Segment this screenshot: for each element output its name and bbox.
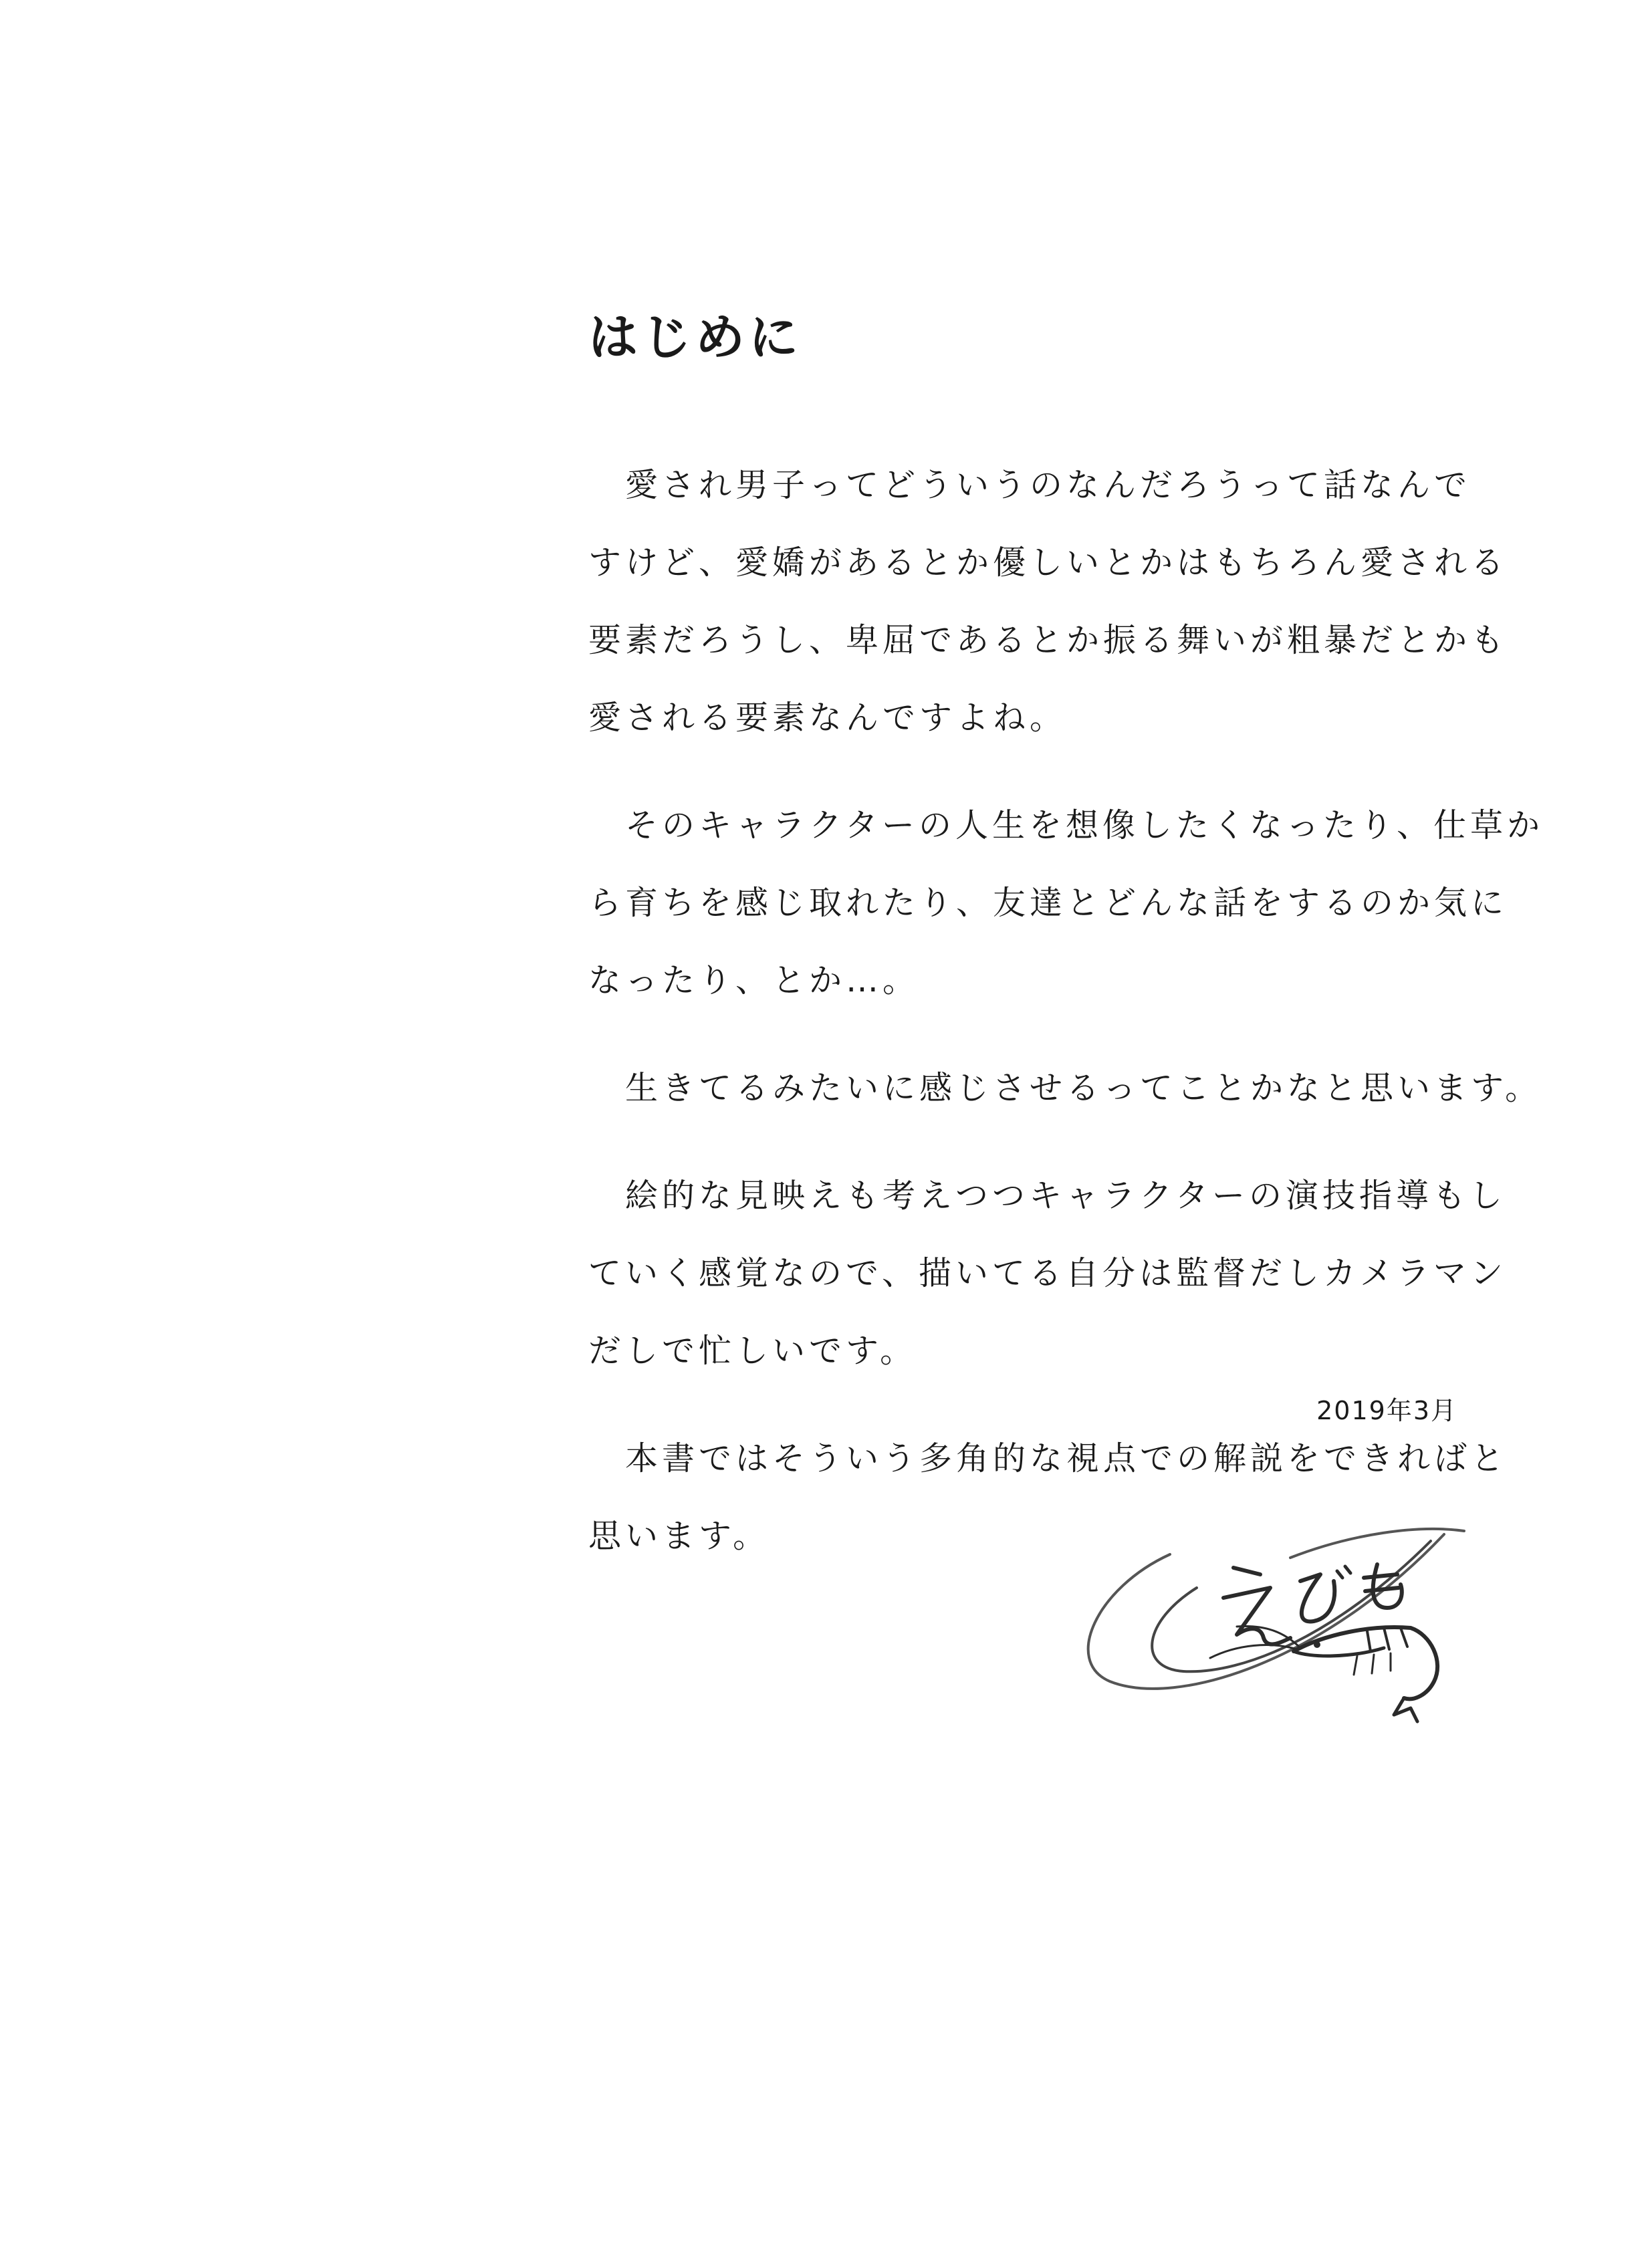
- paragraph-3: [588, 1050, 1542, 1127]
- paragraph-line: ていく感覚なので、描いてる自分は監督だしカメラマン: [588, 1254, 1508, 1292]
- paragraph-line: 生きてるみたいに感じさせるってことかなと思います。: [588, 1069, 1542, 1107]
- paragraph-line: だしで忙しいです。: [588, 1332, 917, 1370]
- paragraph-line: そのキャラクターの人生を想像したくなったり、仕草か: [588, 806, 1544, 844]
- body-text: [588, 447, 1544, 1605]
- paragraph-line: 愛される要素なんですよね。: [588, 699, 1067, 737]
- paragraph-line: なったり、とか…。: [588, 961, 920, 999]
- paragraph-2: [588, 787, 1544, 1020]
- paragraph-line: すけど、愛嬌があるとか優しいとかはもちろん愛される: [588, 544, 1508, 582]
- paragraph-line: 思います。: [588, 1517, 770, 1555]
- paragraph-line: 要素だろうし、卑屈であるとか振る舞いが粗暴だとかも: [588, 621, 1508, 659]
- shrimp-signature-icon: [1070, 1508, 1471, 1735]
- paragraph-line: 愛され男子ってどういうのなんだろうって話なんで: [588, 466, 1471, 504]
- paragraph-1: [588, 447, 1508, 757]
- date-label: 2019年3月: [1316, 1396, 1457, 1425]
- page-title: はじめに: [588, 309, 802, 366]
- paragraph-line: 絵的な見映えも考えつつキャラクターの演技指導もし: [588, 1177, 1507, 1215]
- paragraph-4: [588, 1157, 1508, 1390]
- paragraph-line: ら育ちを感じ取れたり、友達とどんな話をするのか気に: [588, 884, 1508, 922]
- paragraph-line: 本書ではそういう多角的な視点での解説をできればと: [588, 1439, 1508, 1477]
